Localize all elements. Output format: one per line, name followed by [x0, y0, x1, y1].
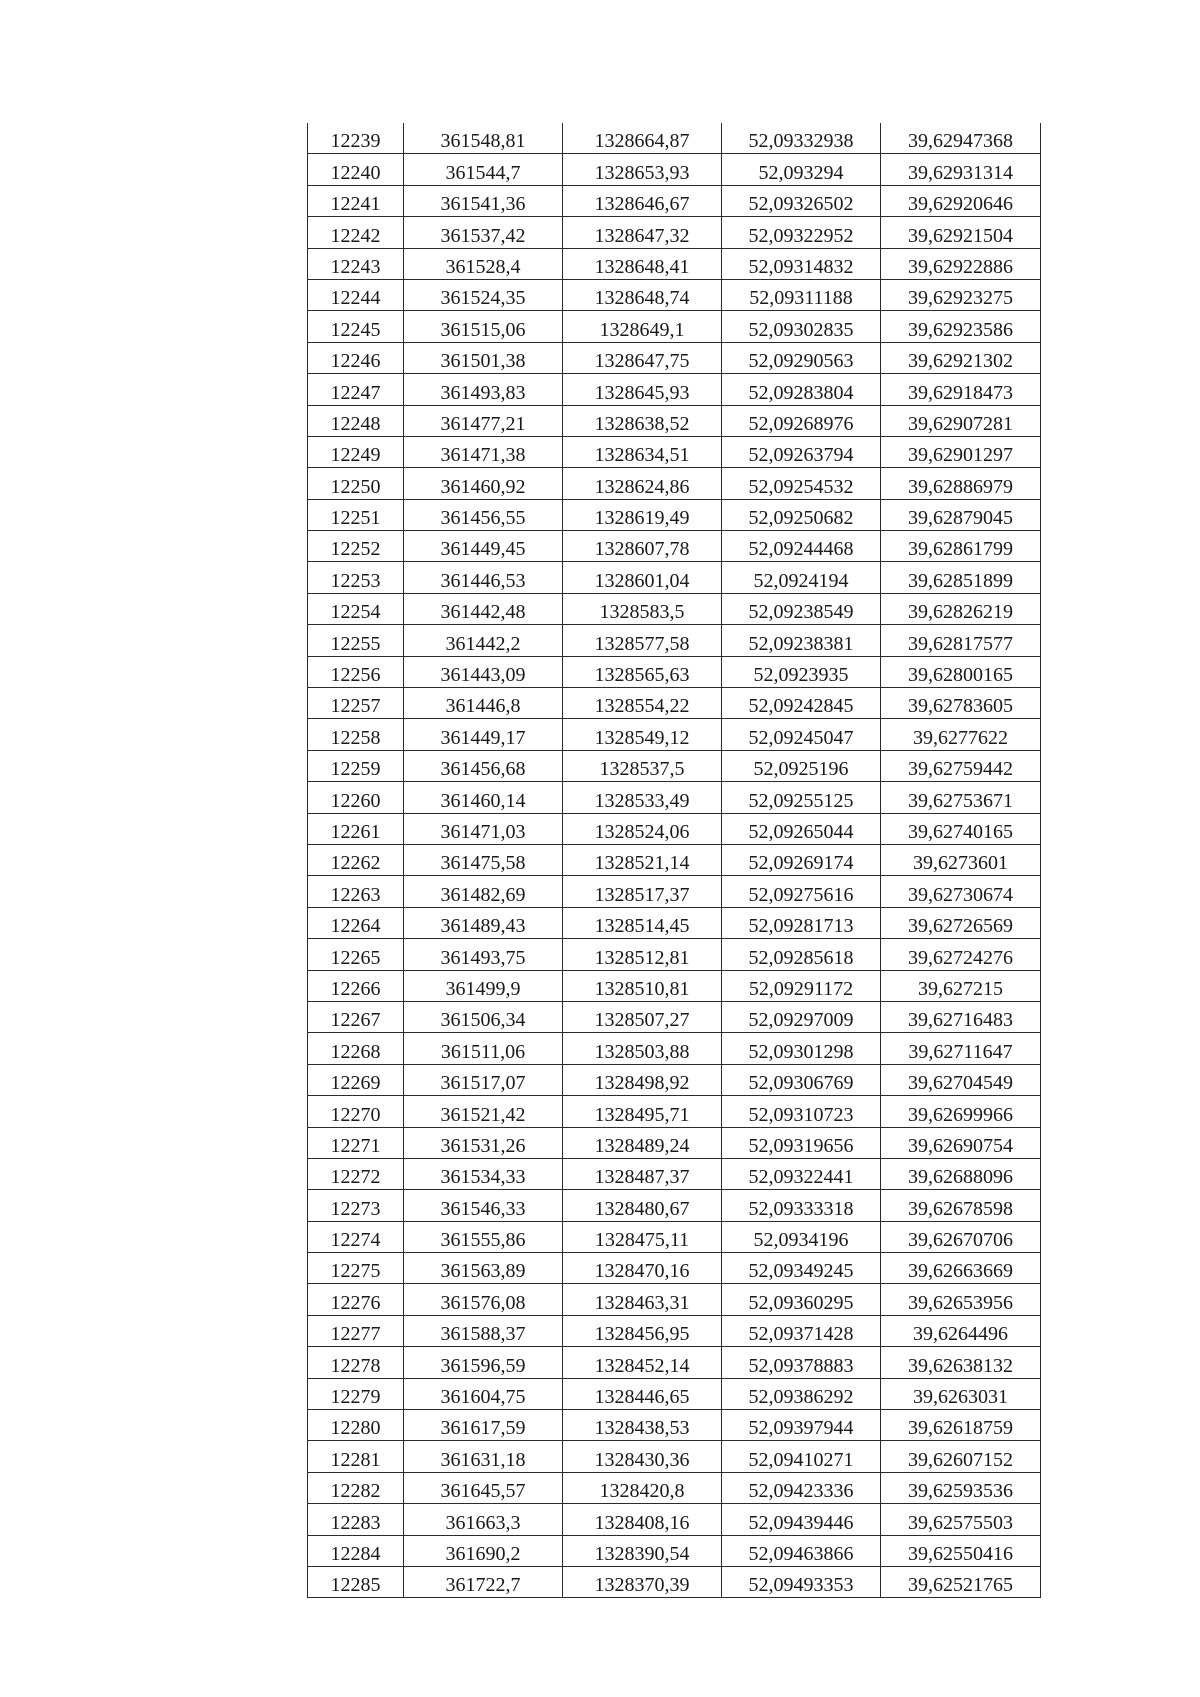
x-coordinate-cell: 361442,2	[404, 625, 563, 656]
x-coordinate-cell: 361456,55	[404, 499, 563, 530]
table-row	[308, 1001, 1041, 1032]
x-coordinate-cell: 361548,81	[404, 123, 563, 154]
longitude-cell: 39,62521765	[881, 1566, 1041, 1597]
point-number-cell: 12242	[308, 217, 404, 248]
x-coordinate-cell: 361443,09	[404, 656, 563, 687]
longitude-cell: 39,62618759	[881, 1410, 1041, 1441]
table-row	[308, 468, 1041, 499]
y-coordinate-cell: 1328577,58	[563, 625, 722, 656]
longitude-cell: 39,62575503	[881, 1504, 1041, 1535]
x-coordinate-cell: 361482,69	[404, 876, 563, 907]
table-row	[308, 1033, 1041, 1064]
latitude-cell: 52,09311188	[722, 279, 881, 310]
latitude-cell: 52,09397944	[722, 1410, 881, 1441]
y-coordinate-cell: 1328430,36	[563, 1441, 722, 1472]
y-coordinate-cell: 1328498,92	[563, 1064, 722, 1095]
longitude-cell: 39,62923275	[881, 279, 1041, 310]
latitude-cell: 52,09349245	[722, 1253, 881, 1284]
y-coordinate-cell: 1328619,49	[563, 499, 722, 530]
x-coordinate-cell: 361596,59	[404, 1347, 563, 1378]
point-number-cell: 12278	[308, 1347, 404, 1378]
x-coordinate-cell: 361563,89	[404, 1253, 563, 1284]
longitude-cell: 39,6277622	[881, 719, 1041, 750]
table-row	[308, 1127, 1041, 1158]
table-row	[308, 279, 1041, 310]
y-coordinate-cell: 1328514,45	[563, 907, 722, 938]
y-coordinate-cell: 1328503,88	[563, 1033, 722, 1064]
x-coordinate-cell: 361541,36	[404, 185, 563, 216]
table-row	[308, 531, 1041, 562]
latitude-cell: 52,09493353	[722, 1566, 881, 1597]
y-coordinate-cell: 1328510,81	[563, 970, 722, 1001]
y-coordinate-cell: 1328507,27	[563, 1001, 722, 1032]
latitude-cell: 52,09245047	[722, 719, 881, 750]
table-row	[308, 405, 1041, 436]
point-number-cell: 12253	[308, 562, 404, 593]
longitude-cell: 39,62861799	[881, 531, 1041, 562]
x-coordinate-cell: 361449,45	[404, 531, 563, 562]
latitude-cell: 52,09269174	[722, 844, 881, 875]
x-coordinate-cell: 361531,26	[404, 1127, 563, 1158]
y-coordinate-cell: 1328648,41	[563, 248, 722, 279]
longitude-cell: 39,6263031	[881, 1378, 1041, 1409]
table-row	[308, 1315, 1041, 1346]
table-row	[308, 1253, 1041, 1284]
y-coordinate-cell: 1328408,16	[563, 1504, 722, 1535]
table-row	[308, 1096, 1041, 1127]
longitude-cell: 39,62931314	[881, 154, 1041, 185]
point-number-cell: 12247	[308, 374, 404, 405]
y-coordinate-cell: 1328607,78	[563, 531, 722, 562]
table-row	[308, 1472, 1041, 1503]
point-number-cell: 12280	[308, 1410, 404, 1441]
point-number-cell: 12279	[308, 1378, 404, 1409]
table-row	[308, 311, 1041, 342]
x-coordinate-cell: 361446,53	[404, 562, 563, 593]
y-coordinate-cell: 1328452,14	[563, 1347, 722, 1378]
latitude-cell: 52,09322952	[722, 217, 881, 248]
table-row	[308, 1535, 1041, 1566]
point-number-cell: 12274	[308, 1221, 404, 1252]
table-row	[308, 1190, 1041, 1221]
y-coordinate-cell: 1328524,06	[563, 813, 722, 844]
longitude-cell: 39,62690754	[881, 1127, 1041, 1158]
x-coordinate-cell: 361690,2	[404, 1535, 563, 1566]
y-coordinate-cell: 1328470,16	[563, 1253, 722, 1284]
y-coordinate-cell: 1328438,53	[563, 1410, 722, 1441]
longitude-cell: 39,62670706	[881, 1221, 1041, 1252]
longitude-cell: 39,62922886	[881, 248, 1041, 279]
longitude-cell: 39,62886979	[881, 468, 1041, 499]
point-number-cell: 12246	[308, 342, 404, 373]
longitude-cell: 39,62923586	[881, 311, 1041, 342]
table-row	[308, 436, 1041, 467]
point-number-cell: 12241	[308, 185, 404, 216]
point-number-cell: 12256	[308, 656, 404, 687]
longitude-cell: 39,6273601	[881, 844, 1041, 875]
y-coordinate-cell: 1328495,71	[563, 1096, 722, 1127]
latitude-cell: 52,09275616	[722, 876, 881, 907]
point-number-cell: 12276	[308, 1284, 404, 1315]
point-number-cell: 12243	[308, 248, 404, 279]
y-coordinate-cell: 1328647,75	[563, 342, 722, 373]
longitude-cell: 39,62704549	[881, 1064, 1041, 1095]
y-coordinate-cell: 1328664,87	[563, 123, 722, 154]
x-coordinate-cell: 361499,9	[404, 970, 563, 1001]
x-coordinate-cell: 361506,34	[404, 1001, 563, 1032]
point-number-cell: 12260	[308, 782, 404, 813]
point-number-cell: 12265	[308, 939, 404, 970]
table-row	[308, 593, 1041, 624]
point-number-cell: 12264	[308, 907, 404, 938]
x-coordinate-cell: 361645,57	[404, 1472, 563, 1503]
x-coordinate-cell: 361576,08	[404, 1284, 563, 1315]
latitude-cell: 52,09290563	[722, 342, 881, 373]
longitude-cell: 39,62826219	[881, 593, 1041, 624]
y-coordinate-cell: 1328549,12	[563, 719, 722, 750]
point-number-cell: 12261	[308, 813, 404, 844]
y-coordinate-cell: 1328537,5	[563, 750, 722, 781]
x-coordinate-cell: 361477,21	[404, 405, 563, 436]
latitude-cell: 52,0925196	[722, 750, 881, 781]
y-coordinate-cell: 1328565,63	[563, 656, 722, 687]
longitude-cell: 39,62800165	[881, 656, 1041, 687]
latitude-cell: 52,09310723	[722, 1096, 881, 1127]
point-number-cell: 12257	[308, 688, 404, 719]
point-number-cell: 12284	[308, 1535, 404, 1566]
point-number-cell: 12239	[308, 123, 404, 154]
table-row	[308, 1566, 1041, 1597]
y-coordinate-cell: 1328512,81	[563, 939, 722, 970]
x-coordinate-cell: 361544,7	[404, 154, 563, 185]
x-coordinate-cell: 361521,42	[404, 1096, 563, 1127]
latitude-cell: 52,09263794	[722, 436, 881, 467]
point-number-cell: 12254	[308, 593, 404, 624]
longitude-cell: 39,62550416	[881, 1535, 1041, 1566]
latitude-cell: 52,09265044	[722, 813, 881, 844]
longitude-cell: 39,62688096	[881, 1158, 1041, 1189]
point-number-cell: 12269	[308, 1064, 404, 1095]
longitude-cell: 39,62726569	[881, 907, 1041, 938]
point-number-cell: 12267	[308, 1001, 404, 1032]
coordinates-table	[307, 123, 1041, 1598]
y-coordinate-cell: 1328390,54	[563, 1535, 722, 1566]
longitude-cell: 39,6264496	[881, 1315, 1041, 1346]
point-number-cell: 12272	[308, 1158, 404, 1189]
longitude-cell: 39,62716483	[881, 1001, 1041, 1032]
latitude-cell: 52,09360295	[722, 1284, 881, 1315]
longitude-cell: 39,62759442	[881, 750, 1041, 781]
table-row	[308, 1410, 1041, 1441]
x-coordinate-cell: 361449,17	[404, 719, 563, 750]
longitude-cell: 39,62918473	[881, 374, 1041, 405]
longitude-cell: 39,62851899	[881, 562, 1041, 593]
point-number-cell: 12244	[308, 279, 404, 310]
y-coordinate-cell: 1328475,11	[563, 1221, 722, 1252]
point-number-cell: 12262	[308, 844, 404, 875]
longitude-cell: 39,62724276	[881, 939, 1041, 970]
x-coordinate-cell: 361460,92	[404, 468, 563, 499]
y-coordinate-cell: 1328487,37	[563, 1158, 722, 1189]
longitude-cell: 39,62638132	[881, 1347, 1041, 1378]
x-coordinate-cell: 361555,86	[404, 1221, 563, 1252]
point-number-cell: 12251	[308, 499, 404, 530]
y-coordinate-cell: 1328521,14	[563, 844, 722, 875]
latitude-cell: 52,09439446	[722, 1504, 881, 1535]
longitude-cell: 39,62730674	[881, 876, 1041, 907]
latitude-cell: 52,09297009	[722, 1001, 881, 1032]
table-row	[308, 625, 1041, 656]
latitude-cell: 52,09285618	[722, 939, 881, 970]
point-number-cell: 12271	[308, 1127, 404, 1158]
x-coordinate-cell: 361475,58	[404, 844, 563, 875]
x-coordinate-cell: 361604,75	[404, 1378, 563, 1409]
latitude-cell: 52,09306769	[722, 1064, 881, 1095]
latitude-cell: 52,0934196	[722, 1221, 881, 1252]
y-coordinate-cell: 1328634,51	[563, 436, 722, 467]
x-coordinate-cell: 361515,06	[404, 311, 563, 342]
latitude-cell: 52,09238381	[722, 625, 881, 656]
latitude-cell: 52,093294	[722, 154, 881, 185]
latitude-cell: 52,09281713	[722, 907, 881, 938]
latitude-cell: 52,09332938	[722, 123, 881, 154]
y-coordinate-cell: 1328638,52	[563, 405, 722, 436]
x-coordinate-cell: 361493,75	[404, 939, 563, 970]
longitude-cell: 39,62663669	[881, 1253, 1041, 1284]
point-number-cell: 12283	[308, 1504, 404, 1535]
table-row	[308, 1347, 1041, 1378]
x-coordinate-cell: 361631,18	[404, 1441, 563, 1472]
latitude-cell: 52,09423336	[722, 1472, 881, 1503]
longitude-cell: 39,62879045	[881, 499, 1041, 530]
y-coordinate-cell: 1328653,93	[563, 154, 722, 185]
table-row	[308, 688, 1041, 719]
table-row	[308, 562, 1041, 593]
point-number-cell: 12255	[308, 625, 404, 656]
x-coordinate-cell: 361722,7	[404, 1566, 563, 1597]
latitude-cell: 52,09255125	[722, 782, 881, 813]
table-row	[308, 1064, 1041, 1095]
point-number-cell: 12282	[308, 1472, 404, 1503]
table-row	[308, 1221, 1041, 1252]
y-coordinate-cell: 1328489,24	[563, 1127, 722, 1158]
longitude-cell: 39,62920646	[881, 185, 1041, 216]
y-coordinate-cell: 1328624,86	[563, 468, 722, 499]
y-coordinate-cell: 1328648,74	[563, 279, 722, 310]
table-row	[308, 1284, 1041, 1315]
table-row	[308, 1504, 1041, 1535]
longitude-cell: 39,62947368	[881, 123, 1041, 154]
latitude-cell: 52,09238549	[722, 593, 881, 624]
y-coordinate-cell: 1328463,31	[563, 1284, 722, 1315]
longitude-cell: 39,62593536	[881, 1472, 1041, 1503]
point-number-cell: 12252	[308, 531, 404, 562]
point-number-cell: 12270	[308, 1096, 404, 1127]
latitude-cell: 52,09301298	[722, 1033, 881, 1064]
latitude-cell: 52,09463866	[722, 1535, 881, 1566]
table-row	[308, 1158, 1041, 1189]
longitude-cell: 39,62653956	[881, 1284, 1041, 1315]
y-coordinate-cell: 1328456,95	[563, 1315, 722, 1346]
longitude-cell: 39,62921504	[881, 217, 1041, 248]
longitude-cell: 39,627215	[881, 970, 1041, 1001]
table-row	[308, 939, 1041, 970]
latitude-cell: 52,09322441	[722, 1158, 881, 1189]
point-number-cell: 12277	[308, 1315, 404, 1346]
y-coordinate-cell: 1328420,8	[563, 1472, 722, 1503]
point-number-cell: 12263	[308, 876, 404, 907]
table-row	[308, 1378, 1041, 1409]
x-coordinate-cell: 361489,43	[404, 907, 563, 938]
latitude-cell: 52,09250682	[722, 499, 881, 530]
point-number-cell: 12266	[308, 970, 404, 1001]
longitude-cell: 39,62901297	[881, 436, 1041, 467]
x-coordinate-cell: 361524,35	[404, 279, 563, 310]
x-coordinate-cell: 361456,68	[404, 750, 563, 781]
longitude-cell: 39,62678598	[881, 1190, 1041, 1221]
x-coordinate-cell: 361471,03	[404, 813, 563, 844]
table-row	[308, 750, 1041, 781]
x-coordinate-cell: 361588,37	[404, 1315, 563, 1346]
latitude-cell: 52,09291172	[722, 970, 881, 1001]
point-number-cell: 12248	[308, 405, 404, 436]
longitude-cell: 39,62921302	[881, 342, 1041, 373]
latitude-cell: 52,09242845	[722, 688, 881, 719]
latitude-cell: 52,09283804	[722, 374, 881, 405]
y-coordinate-cell: 1328446,65	[563, 1378, 722, 1409]
y-coordinate-cell: 1328647,32	[563, 217, 722, 248]
longitude-cell: 39,62607152	[881, 1441, 1041, 1472]
table-row	[308, 719, 1041, 750]
x-coordinate-cell: 361528,4	[404, 248, 563, 279]
latitude-cell: 52,09319656	[722, 1127, 881, 1158]
latitude-cell: 52,09254532	[722, 468, 881, 499]
y-coordinate-cell: 1328533,49	[563, 782, 722, 813]
point-number-cell: 12273	[308, 1190, 404, 1221]
point-number-cell: 12281	[308, 1441, 404, 1472]
x-coordinate-cell: 361493,83	[404, 374, 563, 405]
point-number-cell: 12268	[308, 1033, 404, 1064]
point-number-cell: 12275	[308, 1253, 404, 1284]
y-coordinate-cell: 1328480,67	[563, 1190, 722, 1221]
table-row	[308, 1441, 1041, 1472]
table-row	[308, 185, 1041, 216]
latitude-cell: 52,09371428	[722, 1315, 881, 1346]
table-row	[308, 123, 1041, 154]
x-coordinate-cell: 361471,38	[404, 436, 563, 467]
y-coordinate-cell: 1328370,39	[563, 1566, 722, 1597]
latitude-cell: 52,0923935	[722, 656, 881, 687]
table-row	[308, 907, 1041, 938]
coordinates-table-body	[308, 123, 1041, 1598]
longitude-cell: 39,62817577	[881, 625, 1041, 656]
latitude-cell: 52,09302835	[722, 311, 881, 342]
point-number-cell: 12285	[308, 1566, 404, 1597]
latitude-cell: 52,09314832	[722, 248, 881, 279]
point-number-cell: 12259	[308, 750, 404, 781]
x-coordinate-cell: 361442,48	[404, 593, 563, 624]
table-row	[308, 342, 1041, 373]
table-row	[308, 154, 1041, 185]
table-row	[308, 844, 1041, 875]
point-number-cell: 12258	[308, 719, 404, 750]
latitude-cell: 52,09378883	[722, 1347, 881, 1378]
longitude-cell: 39,62907281	[881, 405, 1041, 436]
x-coordinate-cell: 361617,59	[404, 1410, 563, 1441]
latitude-cell: 52,09244468	[722, 531, 881, 562]
point-number-cell: 12250	[308, 468, 404, 499]
latitude-cell: 52,09333318	[722, 1190, 881, 1221]
latitude-cell: 52,09326502	[722, 185, 881, 216]
x-coordinate-cell: 361663,3	[404, 1504, 563, 1535]
latitude-cell: 52,09410271	[722, 1441, 881, 1472]
y-coordinate-cell: 1328646,67	[563, 185, 722, 216]
x-coordinate-cell: 361446,8	[404, 688, 563, 719]
x-coordinate-cell: 361517,07	[404, 1064, 563, 1095]
latitude-cell: 52,0924194	[722, 562, 881, 593]
y-coordinate-cell: 1328601,04	[563, 562, 722, 593]
longitude-cell: 39,62753671	[881, 782, 1041, 813]
x-coordinate-cell: 361537,42	[404, 217, 563, 248]
table-row	[308, 656, 1041, 687]
table-row	[308, 499, 1041, 530]
latitude-cell: 52,09268976	[722, 405, 881, 436]
longitude-cell: 39,62711647	[881, 1033, 1041, 1064]
longitude-cell: 39,62740165	[881, 813, 1041, 844]
y-coordinate-cell: 1328649,1	[563, 311, 722, 342]
y-coordinate-cell: 1328645,93	[563, 374, 722, 405]
y-coordinate-cell: 1328583,5	[563, 593, 722, 624]
table-row	[308, 970, 1041, 1001]
x-coordinate-cell: 361501,38	[404, 342, 563, 373]
point-number-cell: 12249	[308, 436, 404, 467]
x-coordinate-cell: 361546,33	[404, 1190, 563, 1221]
table-row	[308, 374, 1041, 405]
table-row	[308, 217, 1041, 248]
y-coordinate-cell: 1328554,22	[563, 688, 722, 719]
x-coordinate-cell: 361511,06	[404, 1033, 563, 1064]
longitude-cell: 39,62699966	[881, 1096, 1041, 1127]
table-row	[308, 876, 1041, 907]
table-row	[308, 782, 1041, 813]
point-number-cell: 12245	[308, 311, 404, 342]
point-number-cell: 12240	[308, 154, 404, 185]
x-coordinate-cell: 361460,14	[404, 782, 563, 813]
table-row	[308, 813, 1041, 844]
longitude-cell: 39,62783605	[881, 688, 1041, 719]
table-row	[308, 248, 1041, 279]
x-coordinate-cell: 361534,33	[404, 1158, 563, 1189]
latitude-cell: 52,09386292	[722, 1378, 881, 1409]
y-coordinate-cell: 1328517,37	[563, 876, 722, 907]
